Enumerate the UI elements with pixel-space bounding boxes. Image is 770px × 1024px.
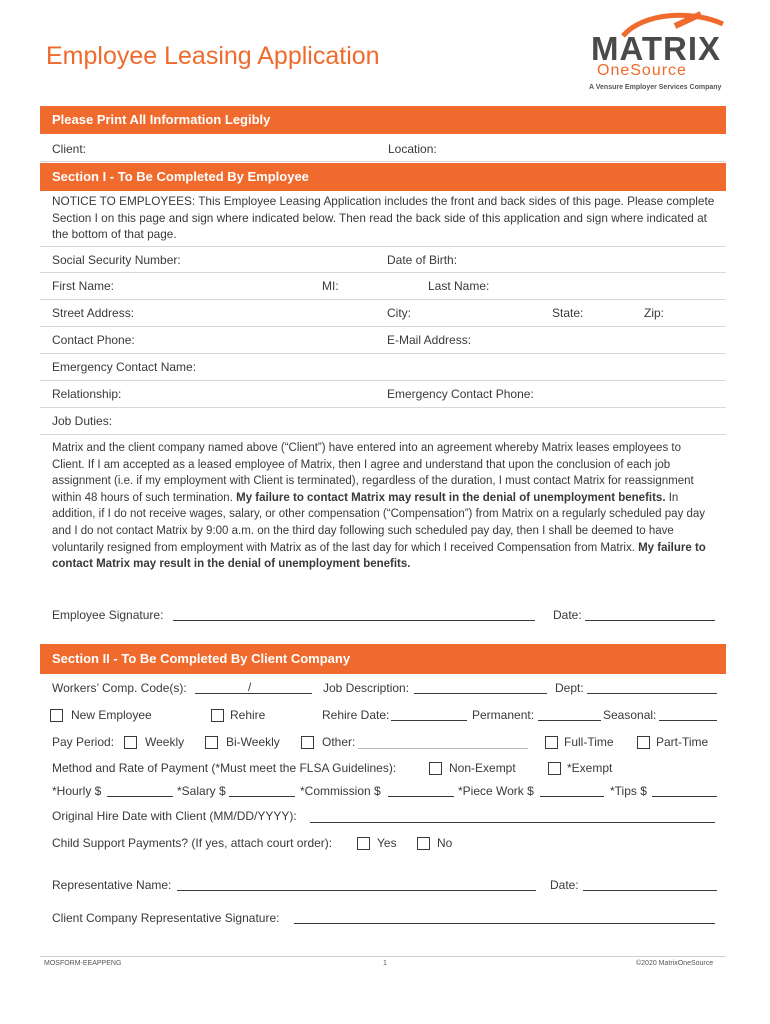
city-field[interactable] xyxy=(387,300,411,326)
section2-heading: Section II - To Be Completed By Client Company xyxy=(40,644,726,674)
footer-form-id: MOSFORM-EEAPPENG xyxy=(44,960,122,967)
city-label: City: xyxy=(387,306,411,320)
emergency-phone-field[interactable] xyxy=(387,381,534,407)
new-employee-label: New Employee xyxy=(71,708,152,722)
ssn-field[interactable] xyxy=(52,247,181,272)
logo-wordmark: MATRIX xyxy=(591,30,722,67)
weekly-label: Weekly xyxy=(145,735,185,749)
street-label: Street Address: xyxy=(52,306,135,320)
job-duties-field[interactable] xyxy=(52,408,112,434)
page-title: Employee Leasing Application xyxy=(46,42,380,70)
piece-work-line[interactable] xyxy=(540,796,604,797)
original-hire-label: Original Hire Date with Client (MM/DD/YYYY): xyxy=(52,809,297,823)
original-hire-line[interactable] xyxy=(310,822,715,823)
ssn-label: Social Security Number: xyxy=(52,252,181,267)
permanent-line[interactable] xyxy=(538,720,601,721)
job-duties-label: Job Duties: xyxy=(52,414,113,428)
emergency-name-row xyxy=(40,354,726,381)
tips-line[interactable] xyxy=(652,796,717,797)
part-time-label: Part-Time xyxy=(656,735,709,749)
exempt-label: *Exempt xyxy=(567,761,613,775)
first-name-label: First Name: xyxy=(52,279,115,293)
emergency-name-field[interactable] xyxy=(52,354,196,380)
emergency-name-label: Emergency Contact Name: xyxy=(52,360,197,374)
logo-tagline: A Vensure Employer Services Company xyxy=(589,84,722,91)
email-field[interactable] xyxy=(387,327,471,353)
street-field[interactable] xyxy=(52,300,134,326)
logo-subword: OneSource xyxy=(597,62,687,79)
hourly-line[interactable] xyxy=(107,796,173,797)
other-line[interactable] xyxy=(358,748,528,749)
rehire-date-line[interactable] xyxy=(391,720,467,721)
agreement-bold-1: My failure to contact Matrix may result in the denial of unemployment benefits. xyxy=(236,491,666,504)
new-employee-checkbox[interactable] xyxy=(50,709,63,722)
contact-row xyxy=(40,327,726,354)
commission-line[interactable] xyxy=(388,796,454,797)
rehire-date-label: Rehire Date: xyxy=(322,708,390,722)
phone-field[interactable] xyxy=(52,327,135,353)
employee-signature-line[interactable] xyxy=(173,620,535,621)
other-label: Other: xyxy=(322,735,356,749)
dob-label: Date of Birth: xyxy=(387,252,458,267)
relationship-row xyxy=(40,381,726,408)
seasonal-label: Seasonal: xyxy=(603,708,657,722)
piece-work-label: *Piece Work $ xyxy=(458,784,534,798)
address-row xyxy=(40,300,726,327)
dept-line[interactable] xyxy=(587,693,717,694)
pay-period-label: Pay Period: xyxy=(52,735,115,749)
weekly-checkbox[interactable] xyxy=(124,736,137,749)
state-label: State: xyxy=(552,306,584,320)
job-duties-row xyxy=(40,408,726,435)
biweekly-checkbox[interactable] xyxy=(205,736,218,749)
agreement-part-1: Matrix and the client company named above (“Client”) have entered into an agreement whereby Matrix leases employees to Client. If I am accepted as a leased employee of Matrix, then I agree and understand that upon the conclusion of each job assignment (i.e. if my employment with Client is terminated), regardless of the duration, I must contact Matrix for reassignment within 48 hours of such termination. xyxy=(52,442,694,504)
agreement-part-2: In addition, if I do not receive wages, salary, or other compensation (“Compensation”) from Matrix on a regularly scheduled pay day and I do not contact Matrix by 9:00 a.m. on the third day following such scheduled pay day, then I shall be deemed to have voluntarily resigned from employment with Matrix as of the last day for which I received Compensation from Matrix. xyxy=(52,491,706,554)
print-legibly-bar: Please Print All Information Legibly xyxy=(40,106,726,134)
commission-label: *Commission $ xyxy=(300,784,381,798)
rehire-label: Rehire xyxy=(230,708,266,722)
permanent-label: Permanent: xyxy=(472,708,535,722)
exempt-checkbox[interactable] xyxy=(548,762,561,775)
phone-label: Contact Phone: xyxy=(52,333,135,347)
notice-text: NOTICE TO EMPLOYEES: This Employee Leasing Application includes the front and back sides of this page. Please complete Section I on this page and sign where indicated below. Then read the back side of this application and sign where indicated at the bottom of that page. xyxy=(52,194,715,242)
state-field[interactable] xyxy=(552,300,583,326)
salary-label: *Salary $ xyxy=(177,784,226,798)
workers-comp-label: Workers’ Comp. Code(s): xyxy=(52,681,187,695)
client-field[interactable] xyxy=(52,136,86,161)
name-row xyxy=(40,273,726,300)
child-support-yes-checkbox[interactable] xyxy=(357,837,370,850)
location-field[interactable] xyxy=(388,136,437,161)
emergency-phone-label: Emergency Contact Phone: xyxy=(387,387,534,401)
rep-date-label: Date: xyxy=(550,878,579,892)
payment-method-label: Method and Rate of Payment (*Must meet the FLSA Guidelines): xyxy=(52,761,397,775)
email-label: E-Mail Address: xyxy=(387,333,472,347)
biweekly-label: Bi-Weekly xyxy=(226,735,280,749)
rep-name-line[interactable] xyxy=(177,890,536,891)
agreement-bold-2: My failure to contact Matrix may result in the denial of unemployment benefits. xyxy=(52,541,706,571)
employee-date-label: Date: xyxy=(553,608,582,622)
full-time-checkbox[interactable] xyxy=(545,736,558,749)
rep-signature-line[interactable] xyxy=(294,923,715,924)
client-location-row xyxy=(40,136,726,162)
first-name-field[interactable] xyxy=(52,273,114,299)
full-time-label: Full-Time xyxy=(564,735,614,749)
hourly-label: *Hourly $ xyxy=(52,784,102,798)
child-support-yes-label: Yes xyxy=(377,836,397,850)
relationship-label: Relationship: xyxy=(52,387,122,401)
mi-label: MI: xyxy=(322,279,339,293)
employee-date-line[interactable] xyxy=(585,620,715,621)
last-name-label: Last Name: xyxy=(428,279,490,293)
zip-field[interactable] xyxy=(644,300,664,326)
matrix-onesource-logo xyxy=(583,8,733,92)
location-label: Location: xyxy=(388,141,437,156)
relationship-field[interactable] xyxy=(52,381,121,407)
rep-date-line[interactable] xyxy=(583,890,717,891)
zip-label: Zip: xyxy=(644,306,665,320)
ssn-dob-row xyxy=(40,246,726,273)
dept-label: Dept: xyxy=(555,681,584,695)
non-exempt-checkbox[interactable] xyxy=(429,762,442,775)
child-support-no-checkbox[interactable] xyxy=(417,837,430,850)
dob-field[interactable] xyxy=(387,247,457,272)
non-exempt-label: Non-Exempt xyxy=(449,761,516,775)
child-support-no-label: No xyxy=(437,836,453,850)
seasonal-line[interactable] xyxy=(659,720,717,721)
client-label: Client: xyxy=(52,141,87,156)
workers-comp-line[interactable] xyxy=(195,693,312,694)
rehire-checkbox[interactable] xyxy=(211,709,224,722)
job-description-line[interactable] xyxy=(414,693,547,694)
last-name-field[interactable] xyxy=(428,273,489,299)
section1-heading: Section I - To Be Completed By Employee xyxy=(40,163,726,191)
mi-field[interactable] xyxy=(322,273,339,299)
job-description-label: Job Description: xyxy=(323,681,410,695)
tips-label: *Tips $ xyxy=(610,784,647,798)
rep-name-label: Representative Name: xyxy=(52,878,172,892)
agreement-text xyxy=(52,440,716,573)
footer-copyright: ©2020 MatrixOneSource xyxy=(636,960,714,967)
salary-line[interactable] xyxy=(229,796,295,797)
part-time-checkbox[interactable] xyxy=(637,736,650,749)
footer-divider xyxy=(40,956,726,957)
employee-signature-label: Employee Signature: xyxy=(52,608,164,622)
other-checkbox[interactable] xyxy=(301,736,314,749)
footer-page-number: 1 xyxy=(383,960,387,967)
workers-comp-slash: / xyxy=(248,680,252,694)
rep-signature-label: Client Company Representative Signature: xyxy=(52,911,280,925)
child-support-label: Child Support Payments? (If yes, attach court order): xyxy=(52,836,333,850)
